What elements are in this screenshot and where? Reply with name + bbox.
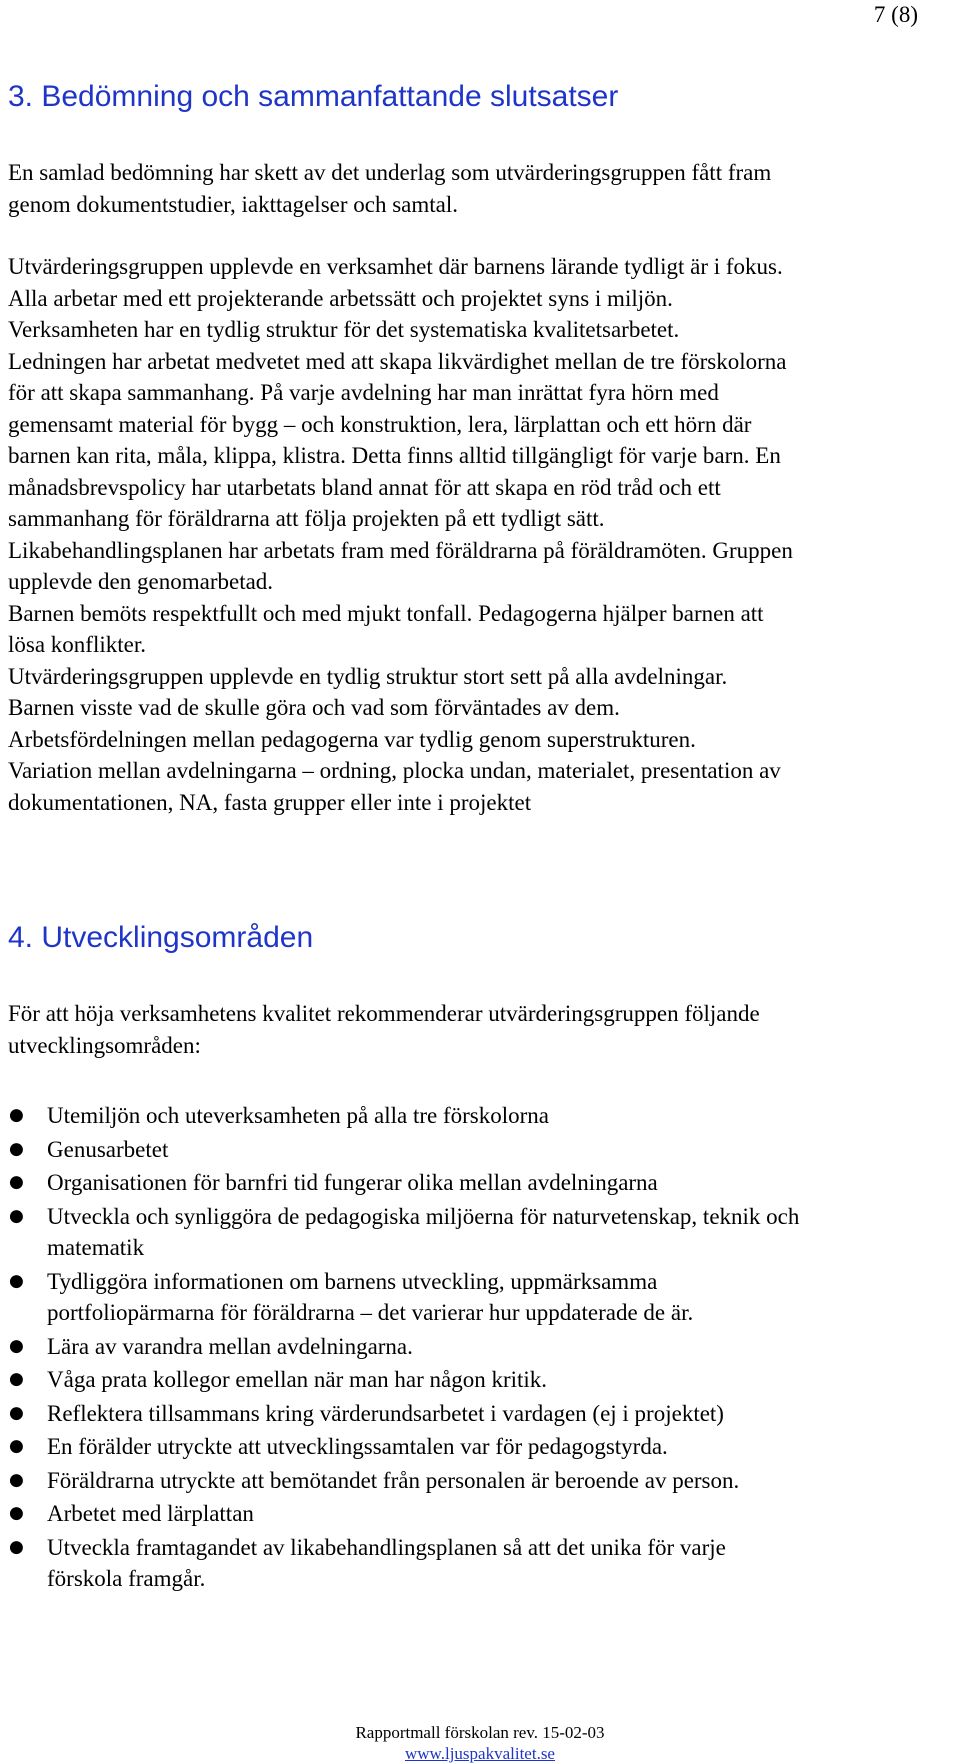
bullet-icon: ● <box>9 1205 24 1226</box>
list-item-text: Föräldrarna utryckte att bemötandet från personalen är beroende av person. <box>47 1467 740 1493</box>
list-item-text: Organisationen för barnfri tid fungerar olika mellan avdelningarna <box>47 1170 658 1195</box>
bullet-icon: ● <box>9 1335 24 1356</box>
text-line: gemensamt material för bygg – och konstruktion, lera, lärplattan och ett hörn där <box>8 411 752 437</box>
list-item-text: Genusarbetet <box>47 1136 169 1162</box>
list-item-text: Våga prata kollegor emellan när man har någon kritik. <box>47 1367 548 1392</box>
list-item <box>0 1431 799 1463</box>
text-line: Barnen bemöts respektfullt och med mjukt tonfall. Pedagogerna hjälper barnen att <box>8 600 764 626</box>
section-4-heading: 4. Utvecklingsområden <box>8 921 314 954</box>
development-areas-list <box>0 1100 799 1597</box>
list-item-text: Utveckla och synliggöra de pedagogiska miljöerna för naturvetenskap, teknik och <box>47 1203 800 1229</box>
bullet-icon: ● <box>9 1369 24 1389</box>
list-item <box>0 1134 799 1166</box>
text-line: lösa konflikter. <box>8 632 146 657</box>
bullet-icon: ● <box>9 1105 24 1125</box>
list-item <box>0 1465 799 1497</box>
list-item-text: En förälder utryckte att utvecklingssamtalen var för pedagogstyrda. <box>47 1434 668 1459</box>
text-line: Likabehandlingsplanen har arbetats fram med föräldrarna på föräldramöten. Gruppen <box>8 537 793 563</box>
text-line: utvecklingsområden: <box>8 1032 201 1058</box>
bullet-icon: ● <box>9 1270 24 1291</box>
footer <box>0 1722 960 1764</box>
bullet-icon: ● <box>9 1503 24 1523</box>
list-item-text: Utveckla framtagandet av likabehandlingsplanen så att det unika för varje <box>47 1534 726 1560</box>
text-line: Utvärderingsgruppen upplevde en tydlig struktur stort sett på alla avdelningar. <box>8 663 728 689</box>
text-line: Alla arbetar med ett projekterande arbetssätt och projektet syns i miljön. <box>8 285 673 311</box>
section-3-heading: 3. Bedömning och sammanfattande slutsatser <box>8 80 619 113</box>
list-item <box>0 1364 799 1396</box>
text-line: Barnen visste vad de skulle göra och vad som förväntades av dem. <box>8 695 620 720</box>
text-line: Arbetsfördelningen mellan pedagogerna var tydlig genom superstrukturen. <box>8 726 696 752</box>
text-line: Ledningen har arbetat medvetet med att skapa likvärdighet mellan de tre förskolorna <box>8 348 787 374</box>
list-item <box>0 1498 799 1530</box>
list-item-text: portfoliopärmarna för föräldrarna – det varierar hur uppdaterade de är. <box>47 1300 694 1325</box>
bullet-icon: ● <box>9 1536 24 1557</box>
bullet-icon: ● <box>9 1436 24 1456</box>
text-line: För att höja verksamhetens kvalitet rekommenderar utvärderingsgruppen följande <box>8 1001 760 1026</box>
list-item-text: Tydliggöra informationen om barnens utveckling, uppmärksamma <box>47 1268 658 1294</box>
section-3-intro <box>8 157 958 220</box>
text-line: Utvärderingsgruppen upplevde en verksamhet där barnens lärande tydligt är i fokus. <box>8 254 783 279</box>
section-3-body <box>8 251 958 818</box>
text-line: Variation mellan avdelningarna – ordning, plocka undan, materialet, presentation av <box>8 758 781 783</box>
bullet-icon: ● <box>9 1172 24 1192</box>
list-item <box>0 1100 799 1132</box>
bullet-icon: ● <box>9 1469 24 1490</box>
list-item-text: Lära av varandra mellan avdelningarna. <box>47 1333 413 1359</box>
list-item <box>0 1398 799 1430</box>
list-item <box>0 1331 799 1363</box>
text-line: genom dokumentstudier, iakttagelser och samtal. <box>8 191 459 217</box>
footer-website-link[interactable]: www.ljuspakvalitet.se <box>405 1744 555 1763</box>
list-item-text: Reflektera tillsammans kring värderundsarbetet i vardagen (ej i projektet) <box>47 1400 724 1426</box>
list-item-text: matematik <box>47 1235 145 1260</box>
list-item-text: Utemiljön och uteverksamheten på alla tre förskolorna <box>47 1103 549 1128</box>
text-line: för att skapa sammanhang. På varje avdelning har man inrättat fyra hörn med <box>8 380 719 405</box>
text-line: dokumentationen, NA, fasta grupper eller inte i projektet <box>8 789 532 815</box>
text-line: En samlad bedömning har skett av det underlag som utvärderingsgruppen fått fram <box>8 160 772 185</box>
bullet-icon: ● <box>9 1402 24 1423</box>
text-line: sammanhang för föräldrarna att följa projekten på ett tydligt sätt. <box>8 506 605 531</box>
list-item-text: förskola framgår. <box>47 1566 206 1591</box>
text-line: månadsbrevspolicy har utarbetats bland annat för att skapa en röd tråd och ett <box>8 474 721 500</box>
text-line: upplevde den genomarbetad. <box>8 569 274 594</box>
text-line: Verksamheten har en tydlig struktur för det systematiska kvalitetsarbetet. <box>8 317 680 342</box>
list-item <box>0 1532 799 1595</box>
list-item <box>0 1266 799 1329</box>
list-item <box>0 1201 799 1264</box>
list-item-text: Arbetet med lärplattan <box>47 1501 254 1526</box>
bullet-icon: ● <box>9 1138 24 1159</box>
page-number: 7 (8) <box>873 2 918 27</box>
text-line: barnen kan rita, måla, klippa, klistra. Detta finns alltid tillgängligt för varje barn. En <box>8 443 781 468</box>
footer-template-text: Rapportmall förskolan rev. 15-02-03 <box>355 1723 605 1742</box>
section-4-intro <box>8 998 958 1061</box>
list-item <box>0 1167 799 1199</box>
